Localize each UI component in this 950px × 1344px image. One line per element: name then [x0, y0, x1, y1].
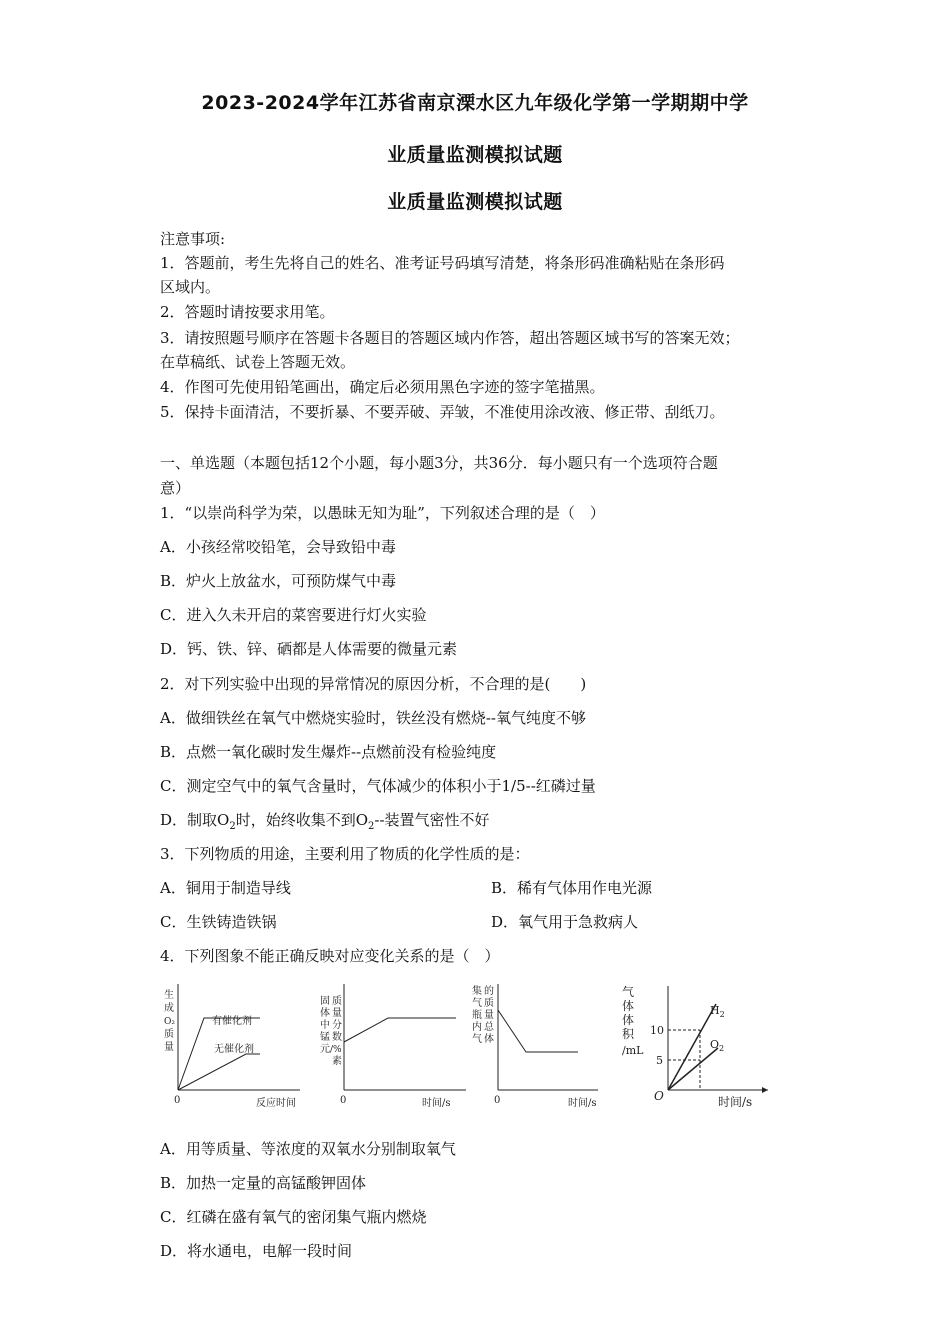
q3-option-a: A．铜用于制造导线 [160, 879, 291, 897]
svg-text:反应时间: 反应时间 [256, 1098, 296, 1109]
svg-text:体: 体 [622, 999, 635, 1013]
svg-text:H2: $H_2$ [710, 1004, 725, 1019]
svg-text:气: 气 [472, 1034, 482, 1045]
section-heading: 一、单选题（本题包括12个小题，每小题3分，共36分．每小题只有一个选项符合题 [160, 454, 718, 472]
q4-option-a: A．用等质量、等浓度的双氧水分别制取氧气 [160, 1140, 456, 1158]
svg-text:时间/s: 时间/s [422, 1098, 451, 1109]
svg-text:质: 质 [164, 1029, 174, 1040]
svg-text:体: 体 [320, 1008, 330, 1019]
notes-item: 在草稿纸、试卷上答题无效。 [160, 353, 356, 371]
svg-text:O₂: O₂ [164, 1017, 175, 1027]
svg-text:无催化剂: 无催化剂 [214, 1044, 254, 1055]
q1-option-b: B．炉火上放盆水，可预防煤气中毒 [160, 572, 397, 590]
svg-text:0: 0 [340, 1095, 347, 1106]
svg-text:5: 5 [656, 1054, 663, 1067]
q3-option-d: D．氧气用于急救病人 [491, 913, 639, 931]
graph-b [318, 980, 468, 1110]
notes-heading: 注意事项: [160, 230, 226, 248]
q1-option-a: A．小孩经常咬铅笔，会导致铅中毒 [160, 538, 396, 556]
q4-option-d: D．将水通电，电解一段时间 [160, 1242, 353, 1260]
q2-option-b: B．点燃一氧化碳时发生爆炸--点燃前没有检验纯度 [160, 743, 497, 761]
svg-text:的: 的 [484, 986, 494, 997]
q2-option-c: C．测定空气中的氧气含量时，气体减少的体积小于1/5--红磷过量 [160, 777, 596, 795]
svg-text:质: 质 [484, 998, 494, 1009]
svg-text:锰: 锰 [320, 1032, 330, 1043]
svg-text:10: 10 [650, 1024, 664, 1037]
svg-text:中: 中 [320, 1020, 330, 1031]
exam-title-line1: 2023-2024学年江苏省南京溧水区九年级化学第一学期期中学 [201, 92, 749, 114]
q2-option-a: A．做细铁丝在氧气中燃烧实验时，铁丝没有燃烧--氧气纯度不够 [160, 709, 586, 727]
q4-option-b: B．加热一定量的高锰酸钾固体 [160, 1174, 367, 1192]
svg-text:/%: /% [330, 1045, 342, 1055]
svg-text:/mL: /mL [622, 1044, 644, 1057]
q3-option-c: C．生铁铸造铁锅 [160, 913, 277, 931]
graph-c [470, 980, 600, 1110]
svg-text:O2: $O_2$ [710, 1038, 725, 1053]
q4-stem: 4．下列图象不能正确反映对应变化关系的是（ ） [160, 947, 500, 965]
svg-text:气: 气 [622, 985, 635, 999]
q2-option-d: D．制取$O_2$时，始终收集不到$O_2--$装置气密性不好 [160, 811, 490, 832]
svg-text:量: 量 [484, 1010, 494, 1021]
svg-text:时间/s: 时间/s [568, 1098, 597, 1109]
svg-text:生: 生 [164, 990, 174, 1001]
notes-item: 3．请按照题号顺序在答题卡各题目的答题区域内作答，超出答题区域书写的答案无效； [160, 329, 740, 347]
svg-text:成: 成 [164, 1003, 174, 1014]
svg-text:素: 素 [332, 1056, 342, 1067]
svg-text:内: 内 [472, 1022, 482, 1033]
svg-text:时间/s: 时间/s [718, 1095, 753, 1109]
exam-title-line2: 业质量监测模拟试题 [387, 144, 563, 166]
graph-d [618, 980, 778, 1110]
q2-stem: 2．对下列实验中出现的异常情况的原因分析，不合理的是( ) [160, 675, 587, 693]
svg-text:元: 元 [320, 1044, 330, 1055]
svg-text:O: O [654, 1089, 664, 1103]
notes-item: 区域内。 [160, 278, 221, 296]
svg-text:积: 积 [622, 1027, 635, 1041]
svg-text:质: 质 [332, 996, 342, 1007]
graph-a [160, 980, 305, 1110]
q4-option-c: C．红磷在盛有氧气的密闭集气瓶内燃烧 [160, 1208, 427, 1226]
svg-text:分: 分 [332, 1020, 342, 1031]
svg-text:气: 气 [472, 998, 482, 1009]
svg-text:体: 体 [484, 1034, 494, 1045]
q1-option-c: C．进入久未开启的菜窖要进行灯火实验 [160, 606, 427, 624]
svg-text:瓶: 瓶 [472, 1010, 482, 1021]
svg-text:0: 0 [174, 1095, 181, 1106]
svg-text:集: 集 [472, 986, 482, 997]
svg-text:0: 0 [494, 1095, 501, 1106]
notes-item: 5．保持卡面清洁，不要折暴、不要弄破、弄皱，不准使用涂改液、修正带、刮纸刀。 [160, 403, 725, 421]
section-heading-cont: 意） [160, 479, 191, 497]
svg-text:量: 量 [332, 1008, 342, 1019]
svg-text:总: 总 [484, 1022, 494, 1033]
svg-text:体: 体 [622, 1013, 635, 1027]
svg-text:数: 数 [332, 1032, 342, 1043]
q3-option-b: B．稀有气体用作电光源 [491, 879, 653, 897]
exam-title-line3: 业质量监测模拟试题 [387, 191, 563, 213]
notes-item: 2．答题时请按要求用笔。 [160, 303, 335, 321]
q1-option-d: D．钙、铁、锌、硒都是人体需要的微量元素 [160, 640, 458, 658]
svg-text:有催化剂: 有催化剂 [212, 1016, 252, 1027]
notes-item: 4．作图可先使用铅笔画出，确定后必须用黑色字迹的签字笔描黑。 [160, 378, 605, 396]
q1-stem: 1．“以崇尚科学为荣，以愚昧无知为耻”，下列叙述合理的是（ ） [160, 504, 605, 522]
notes-item: 1．答题前，考生先将自己的姓名、准考证号码填写清楚，将条形码准确粘贴在条形码 [160, 254, 725, 272]
q3-stem: 3．下列物质的用途，主要利用了物质的化学性质的是： [160, 845, 530, 863]
svg-text:固: 固 [320, 996, 330, 1007]
svg-text:量: 量 [164, 1042, 174, 1053]
